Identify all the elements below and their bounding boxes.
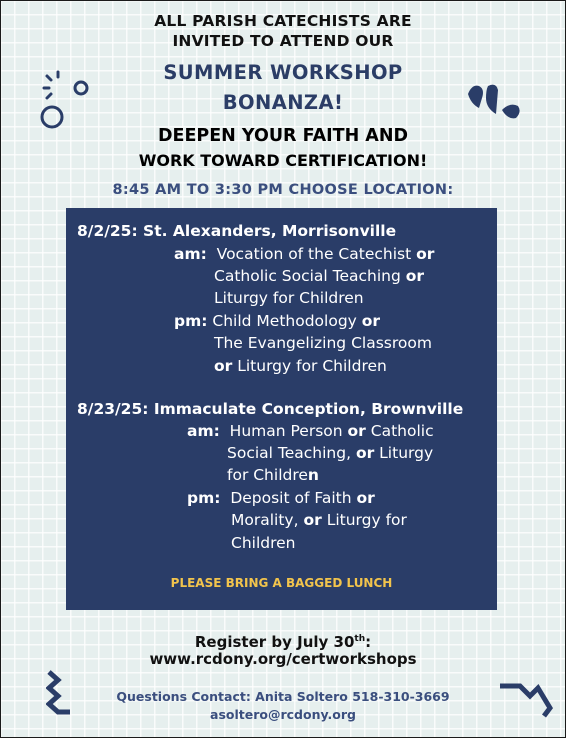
lunch-note: PLEASE BRING A BAGGED LUNCH xyxy=(170,576,393,590)
registration-url[interactable]: www.rcdony.org/certworkshops xyxy=(149,650,417,668)
event-title-line-2: BONANZA! xyxy=(222,91,344,114)
invite-line-1: ALL PARISH CATECHISTS ARE xyxy=(154,12,412,30)
session-1-heading: 8/2/25: St. Alexanders, Morrisonville xyxy=(77,222,397,240)
session-2-pm-line-1: pm: Deposit of Faith or xyxy=(187,489,375,507)
session-1-pm-line-1: pm: Child Methodology or xyxy=(174,312,381,330)
session-1-am-line-3: Liturgy for Children xyxy=(214,289,364,307)
session-2-am-line-3: for Children xyxy=(227,466,319,484)
session-1-pm-line-2: The Evangelizing Classroom xyxy=(214,334,432,352)
session-1-am-line-1: am: Vocation of the Catechist or xyxy=(174,245,435,263)
subtitle-line-1: DEEPEN YOUR FAITH AND xyxy=(157,126,409,146)
session-2-am-line-2: Social Teaching, or Liturgy xyxy=(227,444,434,462)
contact-email[interactable]: asoltero@rcdony.org xyxy=(210,707,356,722)
time-and-location-prompt: 8:45 AM TO 3:30 PM CHOOSE LOCATION: xyxy=(112,182,454,198)
subtitle-line-2: WORK TOWARD CERTIFICATION! xyxy=(138,151,428,170)
session-2-pm-line-3: Children xyxy=(231,534,296,552)
session-2-am-line-1: am: Human Person or Catholic xyxy=(187,422,434,440)
session-2-pm-line-2: Morality, or Liturgy for xyxy=(231,511,407,529)
invite-line-2: INVITED TO ATTEND OUR xyxy=(172,32,394,50)
session-1-pm-line-3: or Liturgy for Children xyxy=(214,357,387,375)
session-2-heading: 8/23/25: Immaculate Conception, Brownville xyxy=(77,400,464,418)
contact-info: Questions Contact: Anita Soltero 518-310-3669 xyxy=(116,689,450,704)
schedule-box xyxy=(66,208,497,610)
register-deadline: Register by July 30th: xyxy=(194,633,372,651)
event-title-line-1: SUMMER WORKSHOP xyxy=(163,61,403,84)
session-1-am-line-2: Catholic Social Teaching or xyxy=(214,267,425,285)
